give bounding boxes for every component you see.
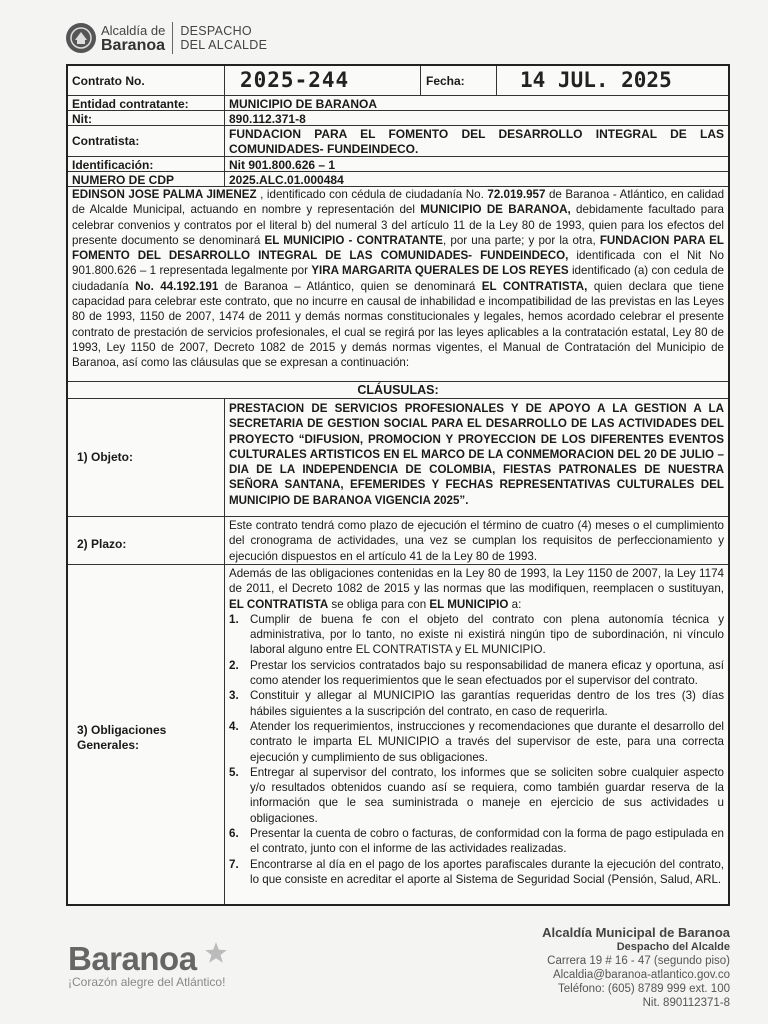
- obligations-body: [229, 566, 724, 887]
- obligation-item: [229, 719, 724, 765]
- plazo-label: 2) Plazo:: [77, 537, 127, 551]
- objeto-label: 1) Objeto:: [77, 450, 133, 464]
- obligation-item: [229, 765, 724, 826]
- footer-office-sub: Despacho del Alcalde: [616, 941, 730, 953]
- contractor-row: [68, 126, 728, 157]
- intro-text: de Baranoa - Atlántico, en calidad de Alcalde Municipal, actuando en nombre y representación del: [72, 188, 725, 217]
- brand-name: [101, 23, 165, 53]
- legal-representative: YIRA MARGARITA QUERALES DE LOS REYES: [311, 264, 569, 278]
- footer-office-title: Alcaldía Municipal de Baranoa: [542, 925, 730, 940]
- contractor-role: EL CONTRATISTA,: [481, 279, 588, 293]
- obligation-text: Cumplir de buena fe con el objeto del contrato con plena autonomía técnica y administrativa, por lo tanto, no existe ni existirá ningún tipo de subordinación, ni vínculo laboral alguno entre EL CONTRATISTA y EL MUNICIPIO.: [250, 612, 724, 657]
- clauses-title-row: [68, 382, 728, 399]
- obligations-intro-text: se obliga para con: [328, 597, 430, 611]
- intro-text: quien declara que tiene capacidad para celebrar este contrato, que no incurre en causal de inhabilidad e incompatibilidad de las previstas en las Leyes 80 de 1993, 1150 de 2007, 1474 de 2011 y demás normas constitucionales y legales, hemos acordado celebrar el presente contrato de prestación de servicios profesionales, el cual se regirá por las leyes aplicables a la contratación estatal, Ley 80 de 1993, Ley 1150 de 2007, Decreto 1082 de 2015 y demás normas vigentes, el Manual de Contratación del Municipio de Baranoa, así como las cláusulas que se expresan a continuación:: [72, 279, 724, 370]
- foundation-name: FUNDACION PARA EL FOMENTO DEL DESARROLLO INTEGRAL DE LAS COMUNIDADES- FUNDEINDECO,: [72, 233, 725, 263]
- intro-paragraph: [72, 187, 724, 371]
- plazo-row: [68, 517, 728, 565]
- objeto-row: [68, 399, 728, 517]
- cdp-value: 2025.ALC.01.000484: [229, 173, 344, 187]
- obligations-label-line2: Generales:: [77, 738, 140, 752]
- obligation-number: 7.: [229, 857, 239, 871]
- footer-contact: [542, 926, 730, 1010]
- obligations-label-line1: 3) Obligaciones: [77, 723, 167, 737]
- date-value: 14 JUL. 2025: [520, 68, 672, 92]
- obligations-intro-text: Además de las obligaciones contenidas en la Ley 80 de 1993, la Ley 1150 de 2007, la Ley 1174 de 2011, el Decreto 1082 de 2015 y las normas que las modifiquen, reemplacen o sustituyan,: [229, 567, 724, 596]
- brand-line1: Alcaldía de: [101, 23, 166, 38]
- obligation-item: [229, 658, 724, 689]
- obligation-number: 1.: [229, 612, 239, 626]
- brand-line2: Baranoa: [101, 37, 166, 54]
- obligation-item: [229, 612, 724, 658]
- footer-slogan: ¡Corazón alegre del Atlántico!: [68, 975, 226, 989]
- obligations-intro-text: a:: [508, 597, 522, 611]
- cdp-label: NUMERO DE CDP: [72, 173, 175, 187]
- obligation-item: [229, 826, 724, 857]
- objeto-text: PRESTACION DE SERVICIOS PROFESIONALES Y DE APOYO A LA GESTION A LA SECRETARIA DE GESTION SOCIAL PARA EL DESARROLLO DE LAS ACTIVIDADES DEL PROYECTO “DIFUSION, PROMOCION Y PROYECCION DE LOS DIFERENTES EVENTOS CULTURALES ARTISTICOS EN EL MARCO DE LA CONMEMORACION DEL 20 DE JULIO – DIA DE LA INDEPENDENCIA DE COLOMBIA, FIESTAS PATRONALES DE NUESTRA SEÑORA SANTANA, EFEMERIDES Y FECHAS REPRESENTATIVAS CULTURALES DEL MUNICIPIO DE BARANOA VIGENCIA 2025”.: [229, 402, 724, 507]
- obligation-number: 6.: [229, 827, 239, 841]
- entity-label: Entidad contratante:: [72, 97, 189, 111]
- obligation-number: 3.: [229, 689, 239, 703]
- nit-value: 890.112.371-8: [229, 112, 306, 126]
- obligation-text: Prestar los servicios contratados bajo su responsabilidad de manera eficaz y oportuna, así como atender los requerimientos que le sean efectuados por el supervisor del contrato.: [250, 658, 724, 688]
- obligation-text: Encontrarse al día en el pago de los aportes parafiscales durante la ejecución del contrato, lo que consiste en acreditar el aporte al Sistema de Seguridad Social (Pensión, Salud, ARL.: [250, 857, 724, 886]
- contract-number-label: Contrato No.: [72, 74, 145, 88]
- obligations-contractor: EL CONTRATISTA: [229, 597, 329, 611]
- municipal-seal-icon: [66, 23, 96, 53]
- obligation-number: 4.: [229, 719, 239, 733]
- header-divider: [172, 22, 173, 54]
- contractor-label: Contratista:: [72, 134, 140, 148]
- footer-phone: Teléfono: (605) 8789 999 ext. 100: [558, 983, 730, 995]
- contractor-value: FUNDACION PARA EL FOMENTO DEL DESARROLLO INTEGRAL DE LAS COMUNIDADES- FUNDEINDECO.: [229, 127, 724, 156]
- footer-email: Alcaldia@baranoa-atlantico.gov.co: [552, 969, 730, 981]
- cdp-row: [68, 172, 728, 187]
- obligation-number: 5.: [229, 765, 239, 779]
- contract-number-row: [68, 66, 728, 96]
- obligation-text: Constituir y allegar al MUNICIPIO las garantías requeridas dentro de los tres (3) días hábiles siguientes a la suscripción del contrato, en caso de requerirla.: [250, 689, 724, 718]
- intro-text: , identificado con cédula de ciudadanía No.: [256, 188, 488, 201]
- identification-row: [68, 157, 728, 172]
- office-line1: DESPACHO: [180, 24, 252, 38]
- obligations-intro: [229, 566, 724, 612]
- contract-number-value: 2025-244: [240, 68, 350, 92]
- nit-label: Nit:: [72, 112, 92, 126]
- letterhead: [66, 20, 267, 56]
- obligation-item: [229, 857, 724, 888]
- identification-label: Identificación:: [72, 158, 154, 172]
- identification-value: Nit 901.800.626 – 1: [229, 158, 336, 172]
- obligation-number: 2.: [229, 658, 239, 672]
- office-line2: DEL ALCALDE: [180, 38, 268, 52]
- intro-text: identificado (a) con cedula de ciudadanía: [72, 264, 724, 293]
- office-name: [180, 24, 267, 52]
- obligation-text: Presentar la cuenta de cobro o facturas, de conformidad con la forma de pago estipulada en el contrato, junto con el informe de las actividades realizadas.: [250, 827, 724, 856]
- entity-row: [68, 96, 728, 111]
- clauses-title: CLÁUSULAS:: [357, 383, 439, 397]
- obligations-row: [68, 565, 728, 904]
- intro-text: de Baranoa – Atlántico, quien se denominará: [218, 279, 482, 293]
- nit-row: [68, 111, 728, 126]
- star-icon: [203, 940, 229, 971]
- intro-text: identificada con el Nit No 901.800.626 – 1 representada legalmente por: [72, 249, 724, 278]
- footer-logo-text: Baranoa: [68, 940, 197, 977]
- intro-text: , por una parte; y por la otra,: [443, 233, 600, 247]
- footer-address: Carrera 19 # 16 - 47 (segundo piso): [547, 955, 730, 967]
- footer-logo: [68, 940, 229, 989]
- plazo-text: Este contrato tendrá como plazo de ejecución el término de cuatro (4) meses o el cumplimiento del cronograma de actividades, una vez se cumplan los requisitos de perfeccionamiento y ejecución dispuestos en el artículo 41 de la Ley 80 de 1993.: [229, 519, 724, 563]
- entity-value: MUNICIPIO DE BARANOA: [229, 97, 378, 111]
- municipality-name: MUNICIPIO DE BARANOA,: [420, 203, 571, 217]
- representative-id: No. 44.192.191: [135, 279, 219, 293]
- date-label: Fecha:: [426, 74, 465, 88]
- obligations-label: [77, 723, 166, 753]
- obligations-municipality: EL MUNICIPIO: [429, 597, 509, 611]
- obligation-text: Entregar al supervisor del contrato, los informes que se soliciten sobre cualquier aspecto y/o resultados obtenidos cuando así se requiera, como también guardar reserva de la información que le sea suministrada o maneje en ejercicio de sus actividades u obligaciones.: [250, 765, 724, 825]
- obligation-text: Atender los requerimientos, instrucciones y recomendaciones que durante el desarrollo del contrato le imparta EL MUNICIPIO a través del supervisor de este, para una correcta ejecución y cumplimiento de sus obligaciones.: [250, 719, 724, 764]
- mayor-id: 72.019.957: [487, 188, 546, 201]
- obligation-item: [229, 688, 724, 719]
- contract-document: [66, 64, 730, 906]
- municipality-role: EL MUNICIPIO - CONTRATANTE: [264, 233, 444, 247]
- mayor-name: EDINSON JOSE PALMA JIMENEZ: [72, 188, 257, 201]
- footer-nit: Nit. 890112371-8: [642, 997, 730, 1009]
- intro-text: debidamente facultado para celebrar convenios y contratos por el literal b) del numeral 3 del artículo 11 de la Ley 80 de 1993, quien para los efectos del presente documento se denominará: [72, 203, 725, 247]
